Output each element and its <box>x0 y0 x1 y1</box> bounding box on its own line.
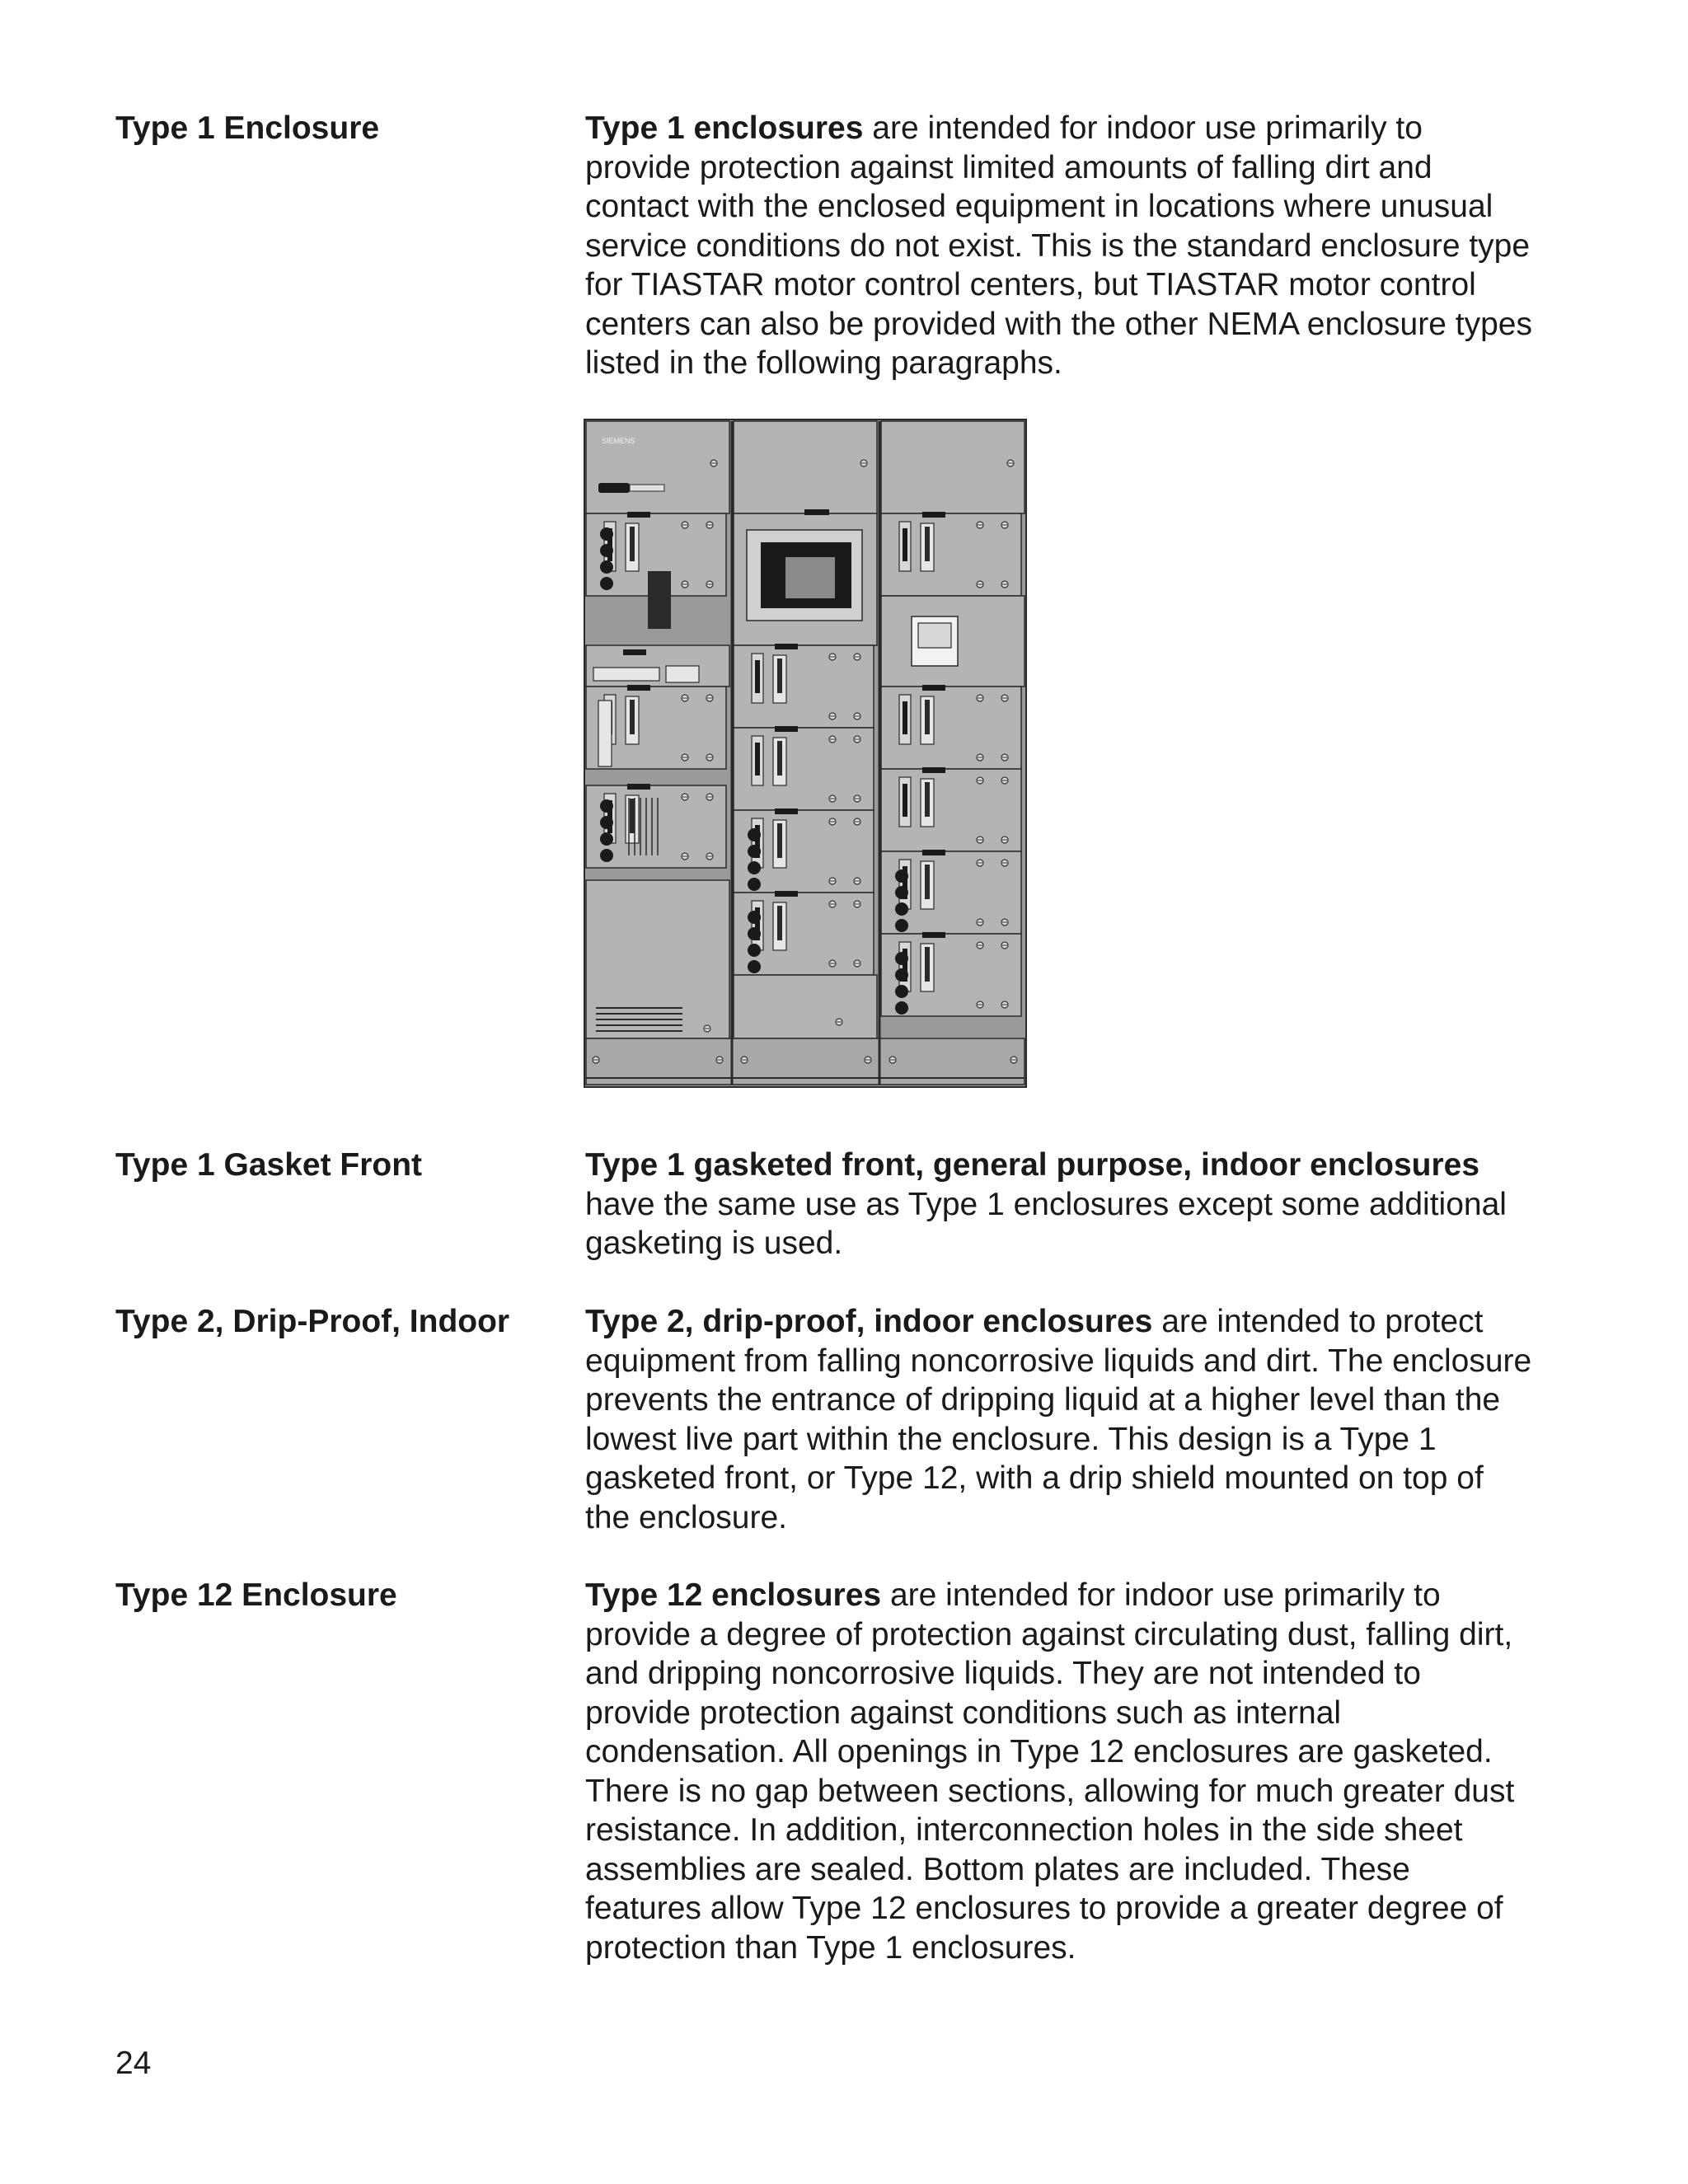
section-lead-term: Type 2, drip-proof, indoor enclosures <box>585 1304 1153 1339</box>
section-body <box>585 1576 1533 1967</box>
section-text: have the same use as Type 1 enclosures except some additional gasketing is used. <box>585 1186 1507 1261</box>
section-heading: Type 12 Enclosure <box>115 1577 397 1613</box>
section-lead-term: Type 12 enclosures <box>585 1577 882 1613</box>
page-number: 24 <box>115 2046 152 2081</box>
section-lead-term: Type 1 gasketed front, general purpose, indoor enclosures <box>585 1147 1480 1183</box>
brand-label: SIEMENS <box>602 437 635 445</box>
section-text: are intended for indoor use primarily to provide a degree of protection against circulating dust, falling dirt, and dripping noncorrosive liquids. They are not intended to provide protection against conditions such as internal condensation. All openings in Type 12 enclosures are gasketed. There is no gap between sections, allowing for much greater dust resistance. In addition, interconnection holes in the side sheet assemblies are sealed. Bottom plates are included. These features allow Type 12 enclosures to provide a greater degree of protection than Type 1 enclosures. <box>585 1577 1515 1966</box>
section-heading: Type 1 Enclosure <box>115 110 380 146</box>
section-heading: Type 2, Drip-Proof, Indoor <box>115 1304 510 1339</box>
mcc-section-middle <box>734 421 877 1038</box>
motor-control-center-illustration <box>584 419 1027 1088</box>
mcc-section-right <box>881 421 1025 1016</box>
section-body <box>585 1146 1533 1263</box>
section-body <box>585 109 1533 383</box>
section-lead-term: Type 1 enclosures <box>585 110 864 146</box>
mcc-section-left <box>586 421 729 1038</box>
section-heading: Type 1 Gasket Front <box>115 1147 423 1183</box>
section-body <box>585 1302 1533 1537</box>
section-text: are intended to protect equipment from falling noncorrosive liquids and dirt. The enclosure prevents the entrance of dripping liquid at a higher level than the lowest live part within the enclosure. This design is a Type 1 gasketed front, or Type 12, with a drip shield mounted on top of the enclosure. <box>585 1304 1532 1535</box>
section-text: are intended for indoor use primarily to provide protection against limited amounts of falling dirt and contact with the enclosed equipment in locations where unusual service conditions do not exist. This is the standard enclosure type for TIASTAR motor control centers, but TIASTAR motor control centers can also be provided with the other NEMA enclosure types listed in the following paragraphs. <box>585 110 1532 381</box>
